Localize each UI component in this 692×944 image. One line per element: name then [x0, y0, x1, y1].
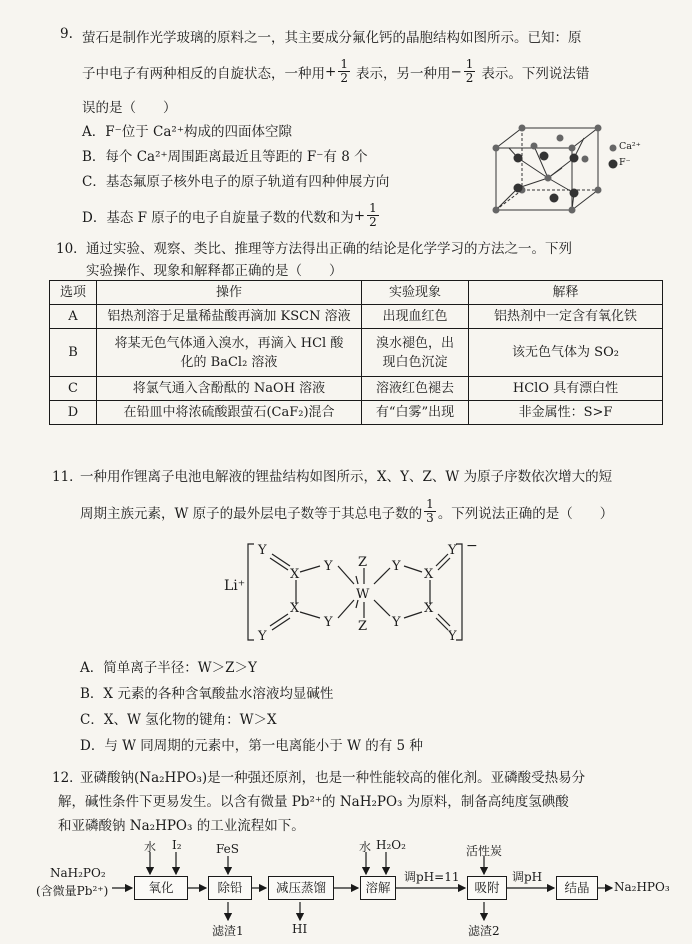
row-d-explanation: 非金属性：S>F [469, 401, 663, 425]
atom-y: Y [324, 559, 333, 574]
frac-den: 2 [340, 71, 348, 85]
q9-option-a: A．F⁻位于 Ca²⁺构成的四面体空隙 [82, 124, 292, 140]
q9-fraction-half [338, 58, 350, 85]
q11-number: 11． [52, 469, 83, 485]
flow-box-remove-lead: 除铅 [208, 876, 252, 900]
structure-atoms [257, 540, 478, 644]
flow-input-water: 水 [144, 840, 157, 854]
q11-option-b: B．X 元素的各种含氧酸盐水溶液均显碱性 [80, 686, 334, 702]
atom-y: Y [258, 629, 267, 644]
q9-fraction-half-2 [464, 58, 476, 85]
q10-number: 10． [56, 241, 87, 257]
q12-line3: 和亚磷酸钠 Na₂HPO₃ 的工业流程如下。 [58, 818, 305, 834]
q10-table [49, 280, 663, 425]
row-c-operation: 将氯气通入含酚酞的 NaOH 溶液 [97, 377, 362, 401]
flow-output-hi: HI [292, 922, 308, 936]
q11-option-a: A．简单离子半径：W＞Z＞Y [80, 660, 257, 676]
row-b-ph-line2: 现白色沉淀 [382, 354, 448, 370]
atom-y: Y [324, 615, 333, 630]
atom-x: X [424, 567, 434, 582]
atom-w: W [356, 587, 370, 602]
q10-line2: 实验操作、现象和解释都正确的是（ ） [86, 263, 343, 279]
table-row [50, 377, 663, 401]
row-b-op-line2: 化的 BaCl₂ 溶液 [180, 354, 278, 370]
row-d-operation: 在铅皿中将浓硫酸跟萤石(CaF₂)混合 [97, 401, 362, 425]
flow-input-h2o2: H₂O₂ [376, 838, 406, 852]
frac-den: 2 [465, 71, 474, 85]
atom-y: Y [448, 543, 457, 558]
row-a-operation: 铝热剂溶于足量稀盐酸再滴加 KSCN 溶液 [97, 305, 362, 329]
q9-line2-c: 表示。下列说法错 [481, 65, 590, 82]
q11-fraction-third [424, 498, 436, 525]
flow-output-residue2: 滤渣2 [468, 924, 500, 938]
q11-option-d: D．与 W 同周期的元素中，第一电离能小于 W 的有 5 种 [80, 738, 423, 754]
flow-start-material: NaH₂PO₂ [50, 866, 106, 880]
row-b-ph-line1: 溴水褪色，出 [375, 335, 454, 351]
flow-box-dissolve: 溶解 [360, 876, 396, 900]
q11-line2 [80, 498, 613, 525]
q11-option-c: C．X、W 氢化物的键角：W＞X [80, 712, 277, 728]
row-b-phenomenon [362, 329, 469, 377]
q12-line1: 亚磷酸钠(Na₂HPO₃)是一种强还原剂，也是一种性能较高的催化剂。亚磷酸受热易分 [80, 770, 586, 786]
row-a-phenomenon: 出现血红色 [362, 305, 469, 329]
row-c-explanation: HClO 具有漂白性 [469, 377, 663, 401]
header-phenomenon: 实验现象 [362, 281, 469, 305]
q9-minus: − [450, 63, 462, 80]
q11-line1: 一种用作锂离子电池电解液的锂盐结构如图所示，X、Y、Z、W 为原子序数依次增大的短 [80, 469, 613, 485]
atom-z: Z [358, 619, 368, 634]
frac-den: 3 [426, 511, 434, 525]
q9-line3: 误的是（ ） [82, 100, 177, 116]
q12-number: 12． [52, 770, 83, 786]
q11-line2-b: 。下列说法正确的是（ ） [437, 505, 614, 522]
table-header-row [50, 281, 663, 305]
frac-num: 1 [369, 201, 377, 215]
legend-ca: Ca²⁺ [619, 141, 641, 152]
atom-x: X [290, 567, 300, 582]
frac-num: 1 [465, 57, 474, 71]
flow-output-residue1: 滤渣1 [212, 924, 244, 938]
atom-y: Y [258, 543, 267, 558]
row-a-explanation: 铝热剂中一定含有氧化铁 [469, 305, 663, 329]
flow-product: Na₂HPO₃ [614, 880, 670, 894]
row-c-phenomenon: 溶液红色褪去 [362, 377, 469, 401]
row-c-option: C [50, 377, 97, 401]
flow-arrow-ph: 调pH [512, 870, 543, 884]
row-b-option: B [50, 329, 97, 377]
q9-line2-a: 子中电子有两种相反的自旋状态，一种用 [82, 65, 325, 82]
header-operation: 操作 [97, 281, 362, 305]
li-cation: Li⁺ [224, 578, 246, 594]
q11-line2-a: 周期主族元素，W 原子的最外层电子数等于其总电子数的 [80, 505, 423, 522]
atom-z: Z [358, 555, 368, 570]
q9-number: 9. [60, 26, 73, 42]
q9-option-d [82, 202, 381, 229]
flow-box-crystallize: 结晶 [556, 876, 598, 900]
row-b-op-line1: 将某无色气体通入溴水，再滴入 HCl 酸 [114, 335, 344, 351]
frac-den: 2 [369, 215, 377, 229]
legend-f: F⁻ [619, 157, 631, 168]
q9-line2 [82, 58, 589, 85]
q9-option-d-plus: + [353, 207, 366, 224]
q12-line2: 解，碱性条件下更易发生。以含有微量 Pb²⁺的 NaH₂PO₃ 为原料，制备高纯度氢碘酸 [58, 794, 569, 810]
header-option: 选项 [50, 281, 97, 305]
fluorite-unit-cell-figure [484, 118, 644, 218]
q9-option-b: B．每个 Ca²⁺周围距离最近且等距的 F⁻有 8 个 [82, 149, 368, 165]
flow-input-fes: FeS [216, 842, 239, 856]
flow-arrow-ph11: 调pH=11 [404, 870, 460, 884]
q9-line1: 萤石是制作光学玻璃的原料之一，其主要成分氟化钙的晶胞结构如图所示。已知：原 [82, 30, 582, 46]
row-b-operation [97, 329, 362, 377]
frac-num: 1 [426, 497, 434, 511]
frac-num: 1 [340, 57, 348, 71]
flow-box-oxidize: 氧化 [134, 876, 188, 900]
flow-box-adsorb: 吸附 [467, 876, 507, 900]
lithium-salt-structure [244, 540, 484, 650]
q10-line1: 通过实验、观察、类比、推理等方法得出正确的结论是化学学习的方法之一。下列 [86, 241, 572, 257]
flow-start-impurity: (含微量Pb²⁺) [36, 884, 109, 898]
header-explanation: 解释 [469, 281, 663, 305]
q9-line2-b: 表示，另一种用 [355, 65, 451, 82]
row-d-option: D [50, 401, 97, 425]
anion-charge: − [466, 540, 478, 554]
table-row [50, 401, 663, 425]
atom-y: Y [392, 615, 401, 630]
row-b-explanation: 该无色气体为 SO₂ [469, 329, 663, 377]
row-a-option: A [50, 305, 97, 329]
atom-y: Y [392, 559, 401, 574]
flow-input-water-2: 水 [359, 840, 372, 854]
q9-option-c: C．基态氟原子核外电子的原子轨道有四种伸展方向 [82, 174, 390, 190]
flow-input-iodine: I₂ [172, 838, 182, 852]
table-row [50, 305, 663, 329]
q9-plus: + [325, 63, 337, 80]
atom-y: Y [448, 629, 457, 644]
table-row [50, 329, 663, 377]
row-d-phenomenon: 有“白雾”出现 [362, 401, 469, 425]
flow-input-activated-carbon: 活性炭 [466, 844, 503, 858]
atom-x: X [424, 601, 434, 616]
q9-option-d-text: D．基态 F 原子的电子自旋量子数的代数和为 [82, 209, 354, 226]
flow-box-vacuum-distill: 减压蒸馏 [268, 876, 334, 900]
q9-option-d-fraction [367, 202, 379, 229]
atom-x: X [290, 601, 300, 616]
